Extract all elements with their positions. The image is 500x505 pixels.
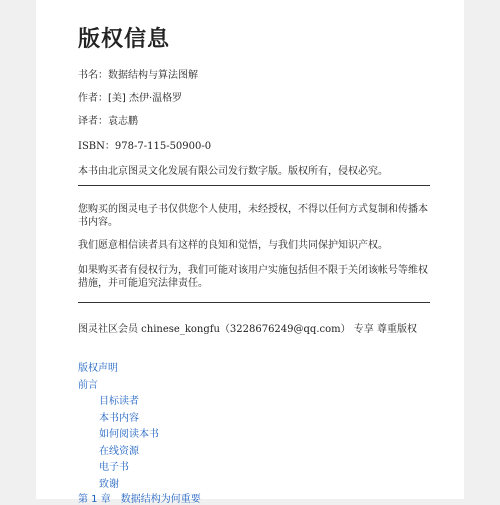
author-line: 作者：[美] 杰伊·温格罗 <box>78 93 183 104</box>
divider-top <box>78 185 430 186</box>
divider-bottom <box>78 302 430 303</box>
page-title: 版权信息 <box>78 27 171 52</box>
isbn-line: ISBN：978-7-115-50900-0 <box>78 141 212 152</box>
publisher-note: 本书由北京图灵文化发展有限公司发行数字版。版权所有，侵权必究。 <box>78 166 388 177</box>
document-page <box>36 0 464 505</box>
book-title: 书名：数据结构与算法图解 <box>78 70 198 81</box>
member-line: 图灵社区会员 chinese_kongfu（3228676249@qq.com） 专享 尊重版权 <box>78 324 417 335</box>
toc-item-online-resources[interactable]: 在线资源 <box>99 446 139 457</box>
toc-item-how-to-read[interactable]: 如何阅读本书 <box>99 429 159 440</box>
toc-item-copyright[interactable]: 版权声明 <box>78 363 118 374</box>
toc-item-target-readers[interactable]: 目标读者 <box>99 396 139 407</box>
toc-item-ebook[interactable]: 电子书 <box>99 462 129 473</box>
notice-paragraph-3: 如果购买者有侵权行为，我们可能对该用户实施包括但不限于关闭该帐号等维权措施，并可能追究法律责任。 <box>78 265 428 289</box>
translator-line: 译者：袁志鹏 <box>78 116 138 127</box>
toc-item-acknowledgements[interactable]: 致谢 <box>99 479 119 490</box>
toc-item-chapter-1[interactable]: 第 1 章 数据结构为何重要 <box>78 494 201 505</box>
notice-paragraph-2: 我们愿意相信读者具有这样的良知和觉悟，与我们共同保护知识产权。 <box>78 240 388 251</box>
toc-item-book-content[interactable]: 本书内容 <box>99 413 139 424</box>
notice-paragraph-1: 您购买的图灵电子书仅供您个人使用，未经授权，不得以任何方式复制和传播本书内容。 <box>78 204 428 228</box>
toc-item-preface[interactable]: 前言 <box>78 380 98 391</box>
